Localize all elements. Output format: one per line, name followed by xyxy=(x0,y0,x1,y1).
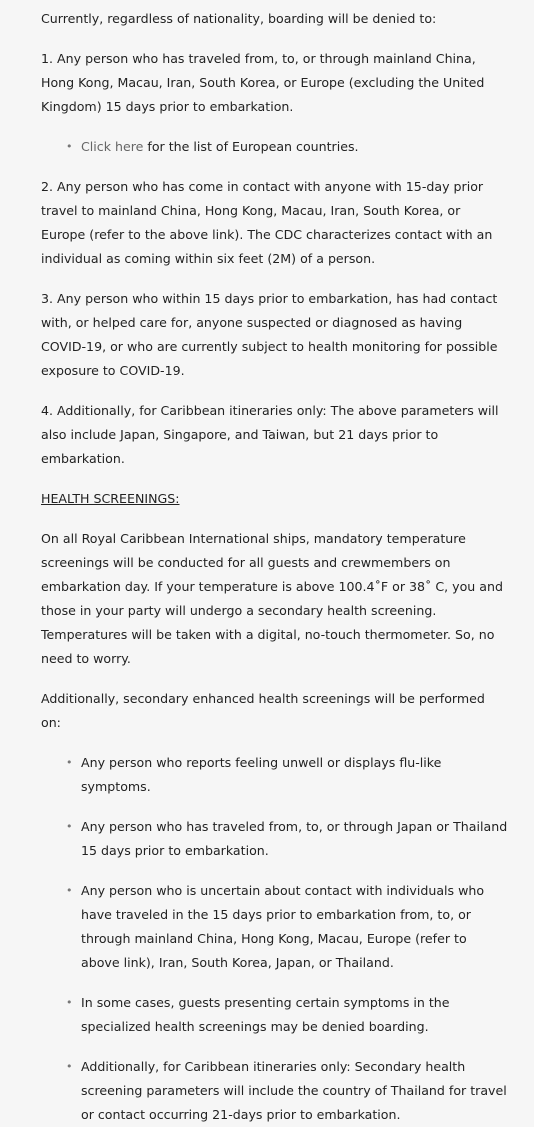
list-item-text: Any person who reports feeling unwell or displays flu-like symptoms. xyxy=(81,755,442,794)
bullet-icon: • xyxy=(66,996,73,1009)
secondary-screening-intro: Additionally, secondary enhanced health screenings will be performed on: xyxy=(41,691,485,730)
health-screenings-heading: HEALTH SCREENINGS: xyxy=(41,491,180,506)
list-item xyxy=(66,1055,508,1127)
list-item-text: Additionally, for Caribbean itineraries only: Secondary health screening parameters will include the country of Thailand for travel or contact occurring 21-days prior to embarkation. xyxy=(81,1059,507,1122)
europe-countries-link[interactable]: Click here xyxy=(81,139,144,154)
list-item xyxy=(66,815,508,863)
bullet-icon: • xyxy=(66,884,73,897)
list-item-text: Any person who is uncertain about contact with individuals who have traveled in the 15 days prior to embarkation from, to, or through mainland China, Hong Kong, Macau, Europe (refer to above link), Iran, South Korea, Japan, or Thailand. xyxy=(81,883,485,970)
restriction-point-2: 2. Any person who has come in contact with anyone with 15-day prior travel to mainland China, Hong Kong, Macau, Iran, South Korea, or Europe (refer to the above link). The CDC characterizes contact with an individual as coming within six feet (2M) of a person. xyxy=(41,179,493,266)
europe-link-suffix: for the list of European countries. xyxy=(143,139,359,154)
list-item xyxy=(66,879,508,975)
list-item-text: Any person who has traveled from, to, or through Japan or Thailand 15 days prior to embarkation. xyxy=(81,819,508,858)
temperature-screening-paragraph: On all Royal Caribbean International ships, mandatory temperature screenings will be conducted for all guests and crewmembers on embarkation day. If your temperature is above 100.4˚F or 38˚ C, you and those in your party will undergo a secondary health screening. Temperatures will be taken with a digital, no-touch thermometer. So, no need to worry. xyxy=(41,531,503,666)
bullet-icon: • xyxy=(66,820,73,833)
intro-text: Currently, regardless of nationality, boarding will be denied to: xyxy=(41,11,437,26)
bullet-icon: • xyxy=(66,140,73,153)
restriction-point-1: 1. Any person who has traveled from, to, or through mainland China, Hong Kong, Macau, Iran, South Korea, or Europe (excluding the United Kingdom) 15 days prior to embarkation. xyxy=(41,51,485,114)
europe-link-list xyxy=(41,135,508,159)
list-item xyxy=(66,751,508,799)
restriction-point-3: 3. Any person who within 15 days prior to embarkation, has had contact with, or helped care for, anyone suspected or diagnosed as having COVID-19, or who are currently subject to health monitoring for possible exposure to COVID-19. xyxy=(41,291,498,378)
list-item xyxy=(66,991,508,1039)
list-item-text: In some cases, guests presenting certain symptoms in the specialized health screenings may be denied boarding. xyxy=(81,995,450,1034)
bullet-icon: • xyxy=(66,1060,73,1073)
secondary-screening-list xyxy=(41,751,508,1127)
restriction-point-4: 4. Additionally, for Caribbean itineraries only: The above parameters will also include Japan, Singapore, and Taiwan, but 21 days prior to embarkation. xyxy=(41,403,499,466)
bullet-icon: • xyxy=(66,756,73,769)
europe-link-item xyxy=(66,135,508,159)
